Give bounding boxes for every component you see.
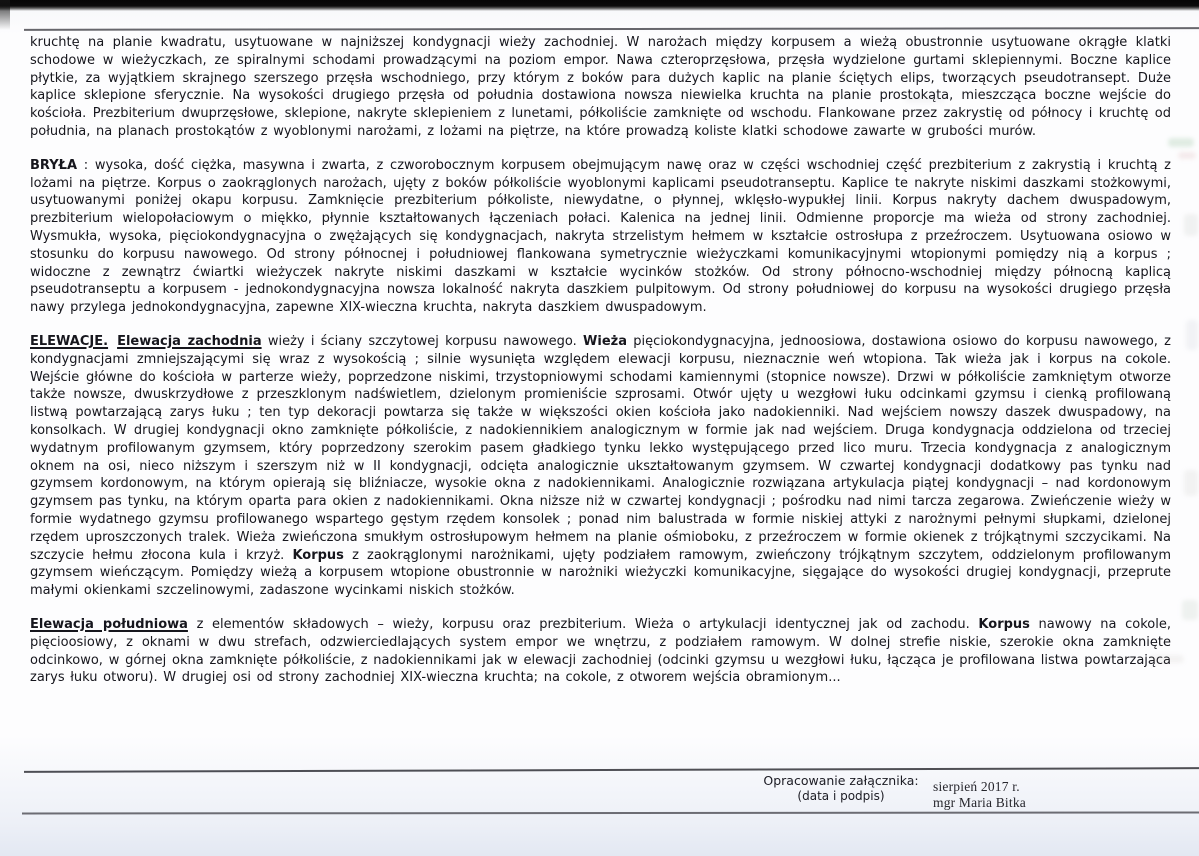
elewacje-body-3: z zaokrąglonymi narożnikami, ujęty podziałem ramowym, zwieńczony trójkątnym szczytem, oddzielonym profilowanym gzymsem wieńczącym. Pomiędzy wieżą a korpusem wtopione obustronnie w narożniki wieżyczki komunikacyjne, sięgające do wysokości drugiej kondygnacji, przeprute małymi okienkami szczelinowymi, zadaszone wycinkami niskich stożków. <box>30 547 1171 599</box>
elewacje-body-1: wieży i ściany szczytowej korpusu nawowego. <box>261 333 584 349</box>
footer-rule-top <box>24 767 1199 772</box>
paragraph-bryla <box>30 157 1171 317</box>
document-text-block <box>30 34 1171 703</box>
bryla-heading: BRYŁA <box>30 157 78 173</box>
poludniowa-body-2: nawowy na cokole, pięcioosiowy, z oknami w dwu strefach, odzwierciedlających system empor we wnętrzu, z podziałem ramowym. W dolnej strefie niskie, szerokie okna zamknięte odcinkowo, w górnej okna zamknięte półkoliście, z nadokiennikami jak w elewacji zachodniej (odcinki gzymsu u wezgłowi łuku, łącząca je profilowana listwa powtarzająca zarys łuku otworu). W drugiej osi od strony zachodniej XIX-wieczna kruchta; na cokole, z otworem wejścia obramionym... <box>30 616 1171 686</box>
elewacje-heading: ELEWACJE. <box>30 333 109 349</box>
attachment-prepared-label: Opracowanie załącznika: <box>763 773 919 788</box>
intro-text: kruchtę na planie kwadratu, usytuowane w najniższej kondygnacji wieży zachodniej. W narożach między korpusem a wieżą obustronnie usytuowane okrągłe klatki schodowe w wieżyczkach, ze spiralnymi schodami prowadzącymi na poziom empor. Nawa czteroprzęsłowa, przęsła wydzielone gurtami sklepiennymi. Boczne kaplice płytkie, za wyjątkiem skrajnego szerszego przęsła wschodniego, przy którym z boków para dużych kaplic na planie ściętych elips, tworzących pseudotransept. Duże kaplice sklepione sferycznie. Na wysokości drugiego przęsła od południa dostawiona nowsza niewielka kruchta na planie prostokąta, mieszcząca boczne wejście do kościoła. Prezbiterium dwuprzęsłowe, sklepione, nakryte sklepieniem z lunetami, półkoliście zamknięte od wschodu. Flankowane przez zakrystię od północy i kruchtę od południa, na planach prostokątów z wyoblonymi narożami, z lożami na piętrze, na które prowadzą koliste klatki schodowe zawarte w grubości murów. <box>30 35 1171 139</box>
wieza-label: Wieża <box>583 333 627 349</box>
bleed-through-mark <box>1182 600 1198 620</box>
attachment-date-value: sierpień 2017 r. <box>933 779 1020 794</box>
korpus-label: Korpus <box>292 547 344 563</box>
footer-rule-bottom <box>22 811 1199 814</box>
paragraph-intro <box>30 34 1171 141</box>
bleed-through-mark <box>1186 320 1198 350</box>
bleed-through-mark <box>1178 152 1196 159</box>
elewacja-zachodnia-heading: Elewacja zachodnia <box>117 333 262 349</box>
poludniowa-body-1: z elementów składowych – wieży, korpusu oraz prezbiterium. Wieża o artykulacji identycznej jak od zachodu. <box>187 616 979 632</box>
paragraph-elewacje <box>30 333 1171 600</box>
attachment-author-value: mgr Maria Bitka <box>933 794 1026 810</box>
paragraph-elewacja-poludniowa <box>30 616 1171 687</box>
footer-attachment-label-block <box>756 774 926 803</box>
elewacje-body-2: pięciokondygnacyjna, jednoosiowa, dostawiona osiowo do korpusu nawowego, z kondygnacjami zmniejszającymi się wraz z wysokością ; silnie wysunięta względem elewacji korpusu, nieznacznie weń wtopiona. Tak wieża jak i korpus na cokole. Wejście główne do kościoła w parterze wieży, poprzedzone niskimi, trzystopniowymi schodami kamiennymi (stopnice nowsze). Drzwi w półkoliście zamkniętym otworze także nowsze, dwuskrzydłowe z przeszklonym nadświetlem, dzielonym promieniście szprosami. Otwór ujęty u wezgłowi łuku odcinkami gzymsu i cienką profilowaną listwą powtarzającą zarys łuku ; ten typ dekoracji powtarza się także w większości okien kościoła jako nadokienniki. Nad wejściem nowszy daszek dwuspadowy, na konsolkach. W drugiej kondygnacji okno zamknięte półkoliście, z nadokiennikiem analogicznym w formie jak nad wejściem. Druga kondygnacja oddzielona od trzeciej wydatnym profilowanym gzymsem, który poprzedzony szerokim pasem gładkiego tynku lekko występującego przed lico muru. Trzecia kondygnacja z analogicznym oknem na osi, nieco niższym i szerszym niż w II kondygnacji, odcięta analogicznie ukształtowanym gzymsem. W czwartej kondygnacji dodatkowy pas tynku nad gzymsem kordonowym, na którym opierają się bliźniacze, wysokie okna z nadokiennikami. Analogicznie rozwiązana artykulacja piątej kondygnacji – nad kordonowym gzymsem pas tynku, na którym oparta para okien z nadokiennikami. Okna niższe niż w czwartej kondygnacji ; pośrodku nad nimi tarcza zegarowa. Zwieńczenie wieży w formie wydatnego gzymsu profilowanego wspartego gęstym rzędem konsolek ; ponad nim balustrada w formie niskiej attyki z narożnymi pełnymi słupkami, dzielonej rzędem uproszczonych tralek. Wieża zwieńczona smukłym ostrosłupowym hełmem na planie ośmioboku, z przeźroczem w formie okienek z trójkątnymi szczycikami. Na szczycie hełmu złocona kula i krzyż. <box>30 333 1171 563</box>
scan-edge-top <box>0 0 1199 11</box>
top-horizontal-rule <box>24 27 1199 31</box>
korpus-nawowy-label: Korpus <box>978 616 1030 632</box>
bleed-through-mark <box>1168 138 1194 147</box>
bleed-through-mark <box>1184 470 1198 496</box>
bleed-through-mark <box>1184 214 1198 236</box>
footer-signature-block <box>933 779 1153 810</box>
scan-edge-top-left <box>0 0 10 30</box>
attachment-date-signature-label: (data i podpis) <box>797 788 885 803</box>
bryla-body: : wysoka, dość ciężka, masywna i zwarta, z czworobocznym korpusem obejmującym nawę oraz w części wschodniej część prezbiterium z zakrystią i kruchtą z lożami na piętrze. Korpus o zaokrąglonych narożach, ujęty z boków półkoliście wyoblonymi kaplicami pseudotranseptu. Kaplice te nakryte niskimi daszkami stożkowymi, usytuowanymi poniżej okapu korpusu. Zamknięcie prezbiterium półkoliste, niewydatne, o płynnej, wklęsło-wypukłej linii. Korpus nakryty dachem dwuspadowym, prezbiterium wielopołaciowym o miękko, płynnie kształtowanych łączeniach połaci. Kalenica na jednej linii. Odmienne proporcje ma wieża od strony zachodniej. Wysmukła, wysoka, pięciokondygnacyjna o zwężających się kondygnacjach, nakryta strzelistym hełmem w kształcie ostrosłupa z przeźroczem. Usytuowana osiowo w stosunku do korpusu nawowego. Od strony północnej i południowej flankowana symetrycznie wieżyczkami komunikacyjnymi wtopionymi pomiędzy nią a korpus ; widoczne z zewnątrz ćwiartki wieżyczek nakryte niskimi daszkami w kształcie wycinków stożków. Od strony północno-wschodniej między północną kaplicą pseudotranseptu a korpusem - jednokondygnacyjna nowsza lokalność nakryta daszkiem pulpitowym. Od strony południowej do korpusu na wysokości drugiego przęsła nawy przylega jednokondygnacyjna, zapewne XIX-wieczna kruchta, nakryta daszkiem dwuspadowym. <box>30 157 1171 316</box>
elewacja-poludniowa-heading: Elewacja południowa <box>30 616 188 632</box>
